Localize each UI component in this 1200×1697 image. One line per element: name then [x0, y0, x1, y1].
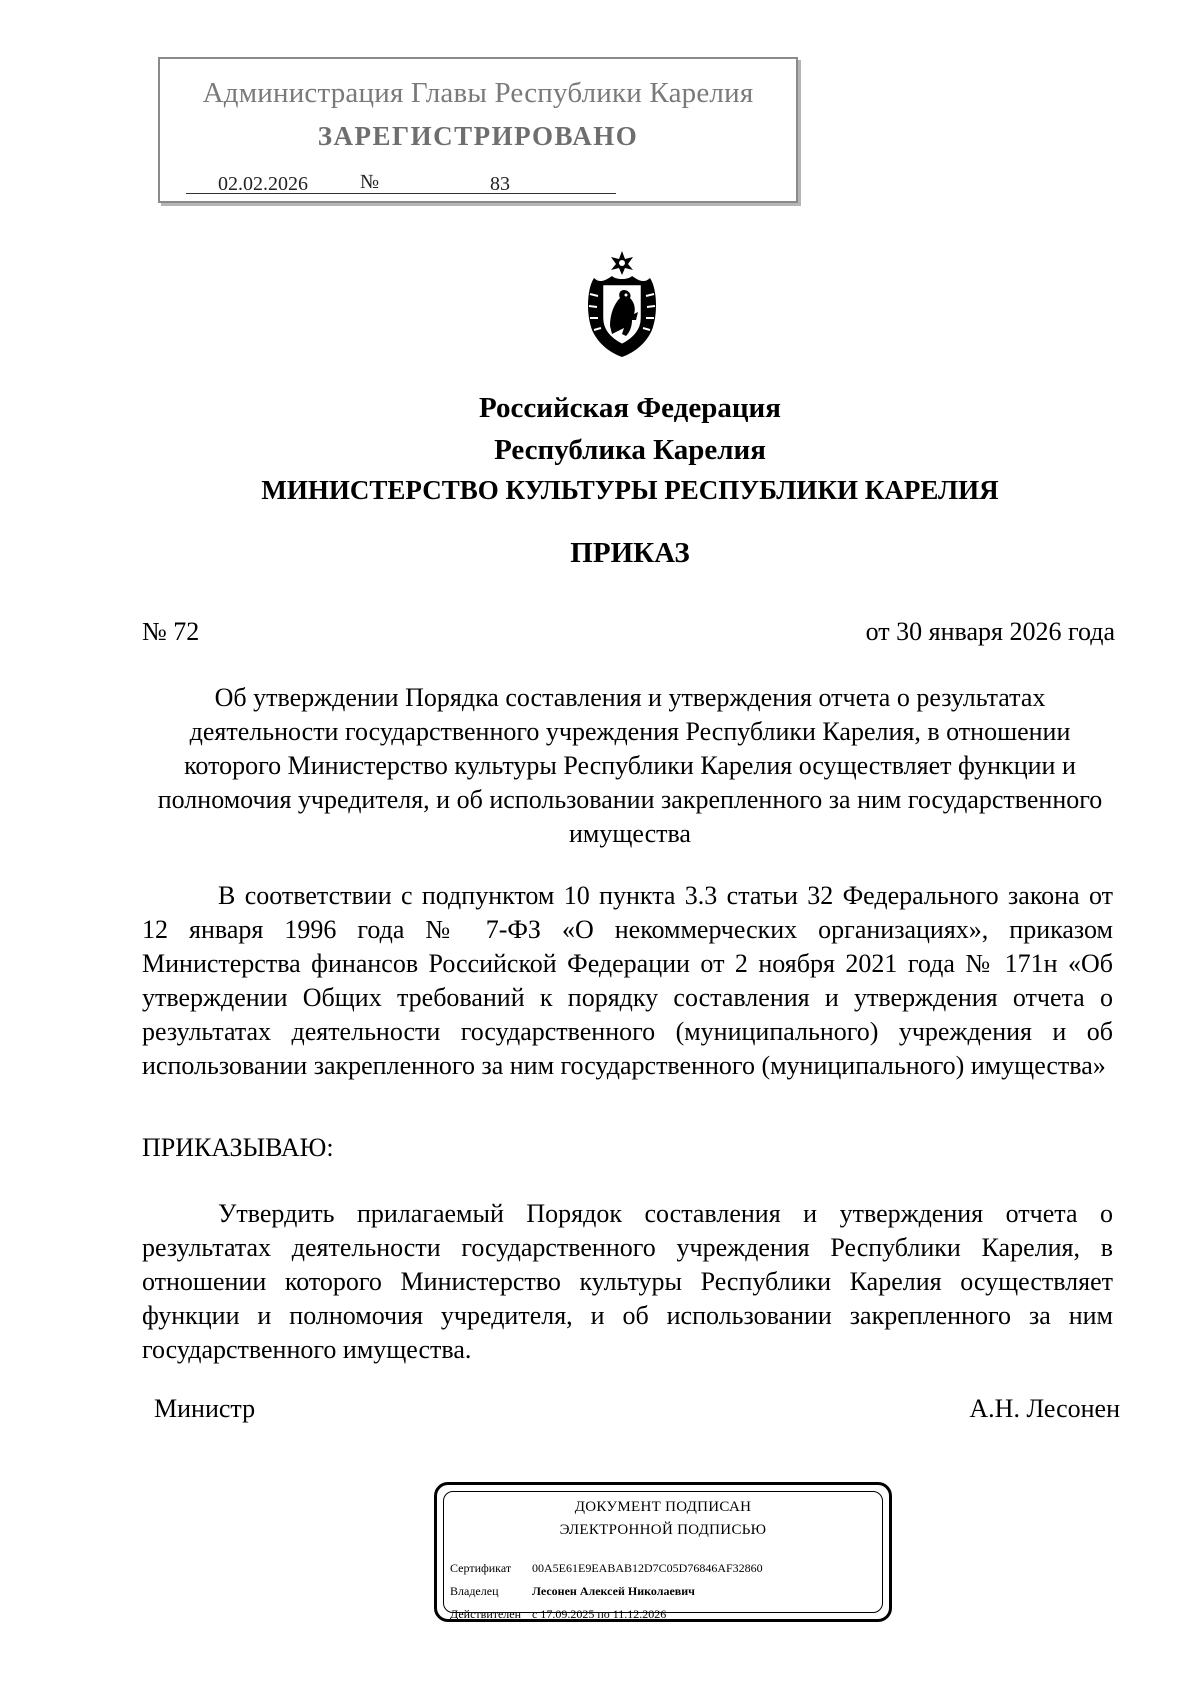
document-type: ПРИКАЗ — [570, 537, 690, 569]
basis-paragraph: В соответствии с подпунктом 10 пункта 3.3 статьи 32 Федерального закона от 12 января 1996 года № 7-ФЗ «О некоммерческих организациях», приказом Министерства финансов Российской Федерации от 2 ноября 2021 года № 171н «Об утверждении Общих требований к порядку составления и утверждения отчета о результатах деятельности государственного (муниципального) учреждения и об использовании закрепленного за ним государственного (муниципального) имущества» — [142, 881, 1113, 1080]
esign-owner-label: Владелец — [450, 1584, 499, 1598]
esign-valid-value: с 17.09.2025 по 11.12.2026 — [532, 1607, 667, 1621]
ministry-name: МИНИСТЕРСТВО КУЛЬТУРЫ РЕСПУБЛИКИ КАРЕЛИЯ — [261, 475, 999, 505]
esign-owner-row — [450, 1584, 695, 1599]
signer-name: А.Н. Лесонен — [969, 1394, 1120, 1423]
esign-certificate-value: 00A5E61E9EABAB12D7C05D76846AF32860 — [532, 1561, 763, 1575]
esign-title-line1: ДОКУМЕНТ ПОДПИСАН — [574, 1499, 752, 1515]
esign-valid-label: Действителен — [450, 1607, 522, 1621]
country-name: Российская Федерация — [479, 392, 781, 424]
coat-of-arms-icon — [580, 250, 664, 358]
order-date: от 30 января 2026 года — [865, 617, 1115, 646]
electronic-signature-stamp — [434, 1482, 892, 1622]
registration-number: 83 — [490, 173, 510, 195]
signer-position: Министр — [154, 1394, 256, 1423]
esign-valid-row — [450, 1607, 666, 1622]
registration-date: 02.02.2026 — [218, 173, 308, 195]
registration-stamp-title: Администрация Главы Республики Карелия — [202, 77, 754, 109]
registration-underline — [186, 193, 616, 194]
registration-stamp-status: ЗАРЕГИСТРИРОВАНО — [317, 121, 639, 151]
decree-word: ПРИКАЗЫВАЮ: — [142, 1133, 334, 1162]
order-number: № 72 — [142, 617, 200, 646]
decree-paragraph: Утвердить прилагаемый Порядок составления и утверждения отчета о результатах деятельности государственного учреждения Республики Карелия, в отношении которого Министерство культуры Республики Карелия осуществляет функции и полномочия учредителя, и об использовании закрепленного за ним государственного имущества. — [142, 1199, 1113, 1364]
region-name: Республика Карелия — [494, 434, 766, 466]
order-subject: Об утверждении Порядка составления и утверждения отчета о результатах деятельности государственного учреждения Республики Карелия, в отношении которого Министерство культуры Республики Карелия осуществляет функции и полномочия учредителя, и об использовании закрепленного за ним государственного имущества — [157, 683, 1103, 848]
esign-certificate-label: Сертификат — [450, 1561, 512, 1575]
esign-certificate-row — [450, 1561, 763, 1576]
registration-stamp — [158, 57, 798, 203]
registration-number-sign: № — [360, 171, 380, 193]
esign-title-line2: ЭЛЕКТРОННОЙ ПОДПИСЬЮ — [559, 1522, 767, 1538]
esign-owner-value: Лесонен Алексей Николаевич — [532, 1584, 695, 1598]
